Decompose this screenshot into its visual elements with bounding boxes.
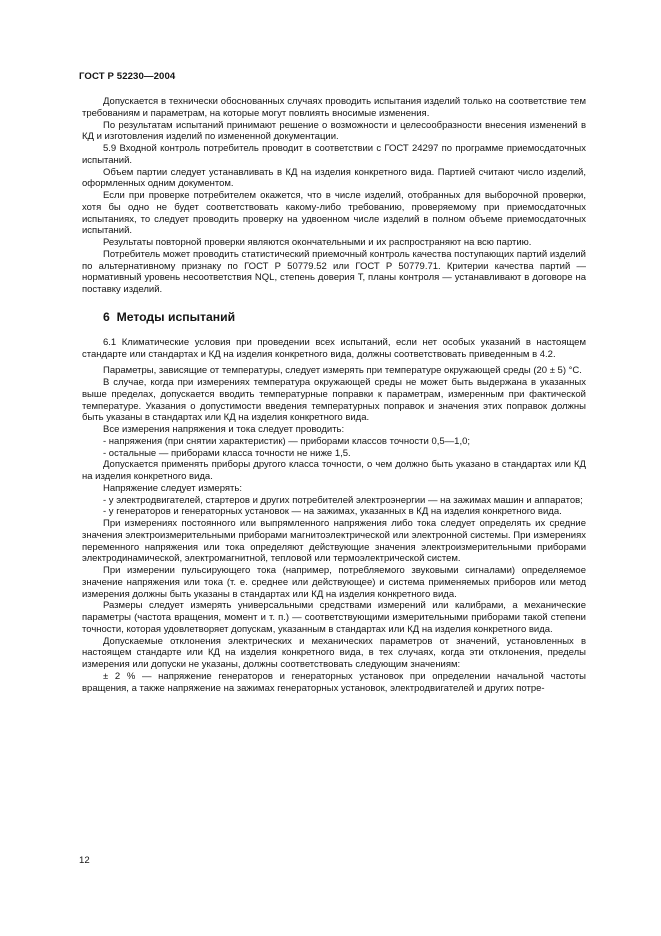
page-header-standard-id: ГОСТ Р 52230—2004 <box>79 71 176 82</box>
section-title: Методы испытаний <box>116 309 236 324</box>
paragraph: 6.1 Климатические условия при проведении всех испытаний, если нет особых указаний в настоящем стандарте или стандартах и КД на изделия конкретного вида, должны соответствовать приведенным в 4.2. <box>82 336 586 360</box>
list-item: - у электродвигателей, стартеров и других потребителей электроэнергии — на зажимах машин и аппаратов; <box>103 494 583 506</box>
paragraph: Потребитель может проводить статистический приемочный контроль качества поступающих партий изделий по альтернативному признаку по ГОСТ Р 50779.52 или ГОСТ Р 50779.71. Критерии качества партий — нормативный уровень несоответствия NQL, степень доверия Т, планы контроля — устанавливают в договоре на поставку изделий. <box>82 248 586 295</box>
paragraph: Объем партии следует устанавливать в КД на изделия конкретного вида. Партией считают число изделий, оформленных одним документом. <box>82 166 586 190</box>
paragraph: Все измерения напряжения и тока следует проводить: <box>103 424 345 435</box>
paragraph: Если при проверке потребителем окажется, что в числе изделий, отобранных для выборочной проверки, хотя бы одно не будет соответствовать какому-либо требованию, проверяемому при приемосдаточных испытаниях, то следует проводить проверку на удвоенном числе изделий в полном объеме приемосдаточных испытаний. <box>82 190 586 237</box>
paragraph: В случае, когда при измерениях температура окружающей среды не может быть выдержана в указанных выше пределах, допускается вводить температурные поправки к параметрам, измеренным при фактической температуре. Указания о допустимости введения температурных поправок и значения этих поправок должны быть указаны в стандартах или КД на изделия конкретного вида. <box>82 377 586 424</box>
list-item: - у генераторов и генераторных установок — на зажимах, указанных в КД на изделия конкретного вида. <box>103 506 562 518</box>
paragraph: Допускаемые отклонения электрических и механических параметров от значений, установленных в настоящем стандарте или КД на изделия конкретного вида, в тех случаях, когда эти отклонения, пределы измерения или допуски не указаны, должны соответствовать следующим значениям: <box>82 635 586 670</box>
paragraph: Размеры следует измерять универсальными средствами измерений или калибрами, а механические параметры (частота вращения, момент и т. п.) — соответствующими измерительными приборами такой степени точности, которая удовлетворяет допускам, указанным в стандартах или КД на изделия конкретного вида. <box>82 600 586 635</box>
paragraph: Допускается применять приборы другого класса точности, о чем должно быть указано в стандартах или КД на изделия конкретного вида. <box>82 459 586 482</box>
section-heading <box>103 310 586 325</box>
paragraph: ± 2 % — напряжение генераторов и генераторных установок при определении начальной частоты вращения, а также напряжение на зажимах генераторных установок, электродвигателей и других потре- <box>82 670 586 694</box>
document-body <box>82 96 586 694</box>
page-number: 12 <box>79 855 90 866</box>
list-item: - остальные — приборами класса точности не ниже 1,5. <box>103 447 351 459</box>
section-number: 6 <box>103 309 110 324</box>
paragraph: 5.9 Входной контроль потребитель проводит в соответствии с ГОСТ 24297 по программе приемосдаточных испытаний. <box>82 143 586 166</box>
paragraph: Результаты повторной проверки являются окончательными и их распространяют на всю партию. <box>103 237 532 248</box>
paragraph: По результатам испытаний принимают решение о возможности и целесообразности внесения изменений в КД и изготовления изделий по измененной документации. <box>82 119 586 143</box>
paragraph: Параметры, зависящие от температуры, следует измерять при температуре окружающей среды (20 ± 5) °С. <box>103 365 582 377</box>
paragraph: Напряжение следует измерять: <box>103 482 242 494</box>
paragraph: Допускается в технически обоснованных случаях проводить испытания изделий только на соответствие тем требованиям и параметрам, на которые могут повлиять вносимые изменения. <box>82 96 586 119</box>
list-item: - напряжения (при снятии характеристик) — приборами классов точности 0,5—1,0; <box>103 435 471 447</box>
paragraph: При измерениях постоянного или выпрямленного напряжения либо тока следует определять их средние значения электроизмерительными приборами магнитоэлектрической или электронной системы. При измерениях переменного напряжения или тока определяют действующие значения электроизмерительными приборами электродинамической, электромагнитной, тепловой или термоэлектрической систем. <box>82 518 586 565</box>
paragraph: При измерении пульсирующего тока (например, потребляемого звуковыми сигналами) определяемое значение напряжения или тока (т. е. среднее или действующее) и система применяемых приборов или метод измерения должны быть указаны в стандартах или КД на изделия конкретного вида. <box>82 565 586 600</box>
